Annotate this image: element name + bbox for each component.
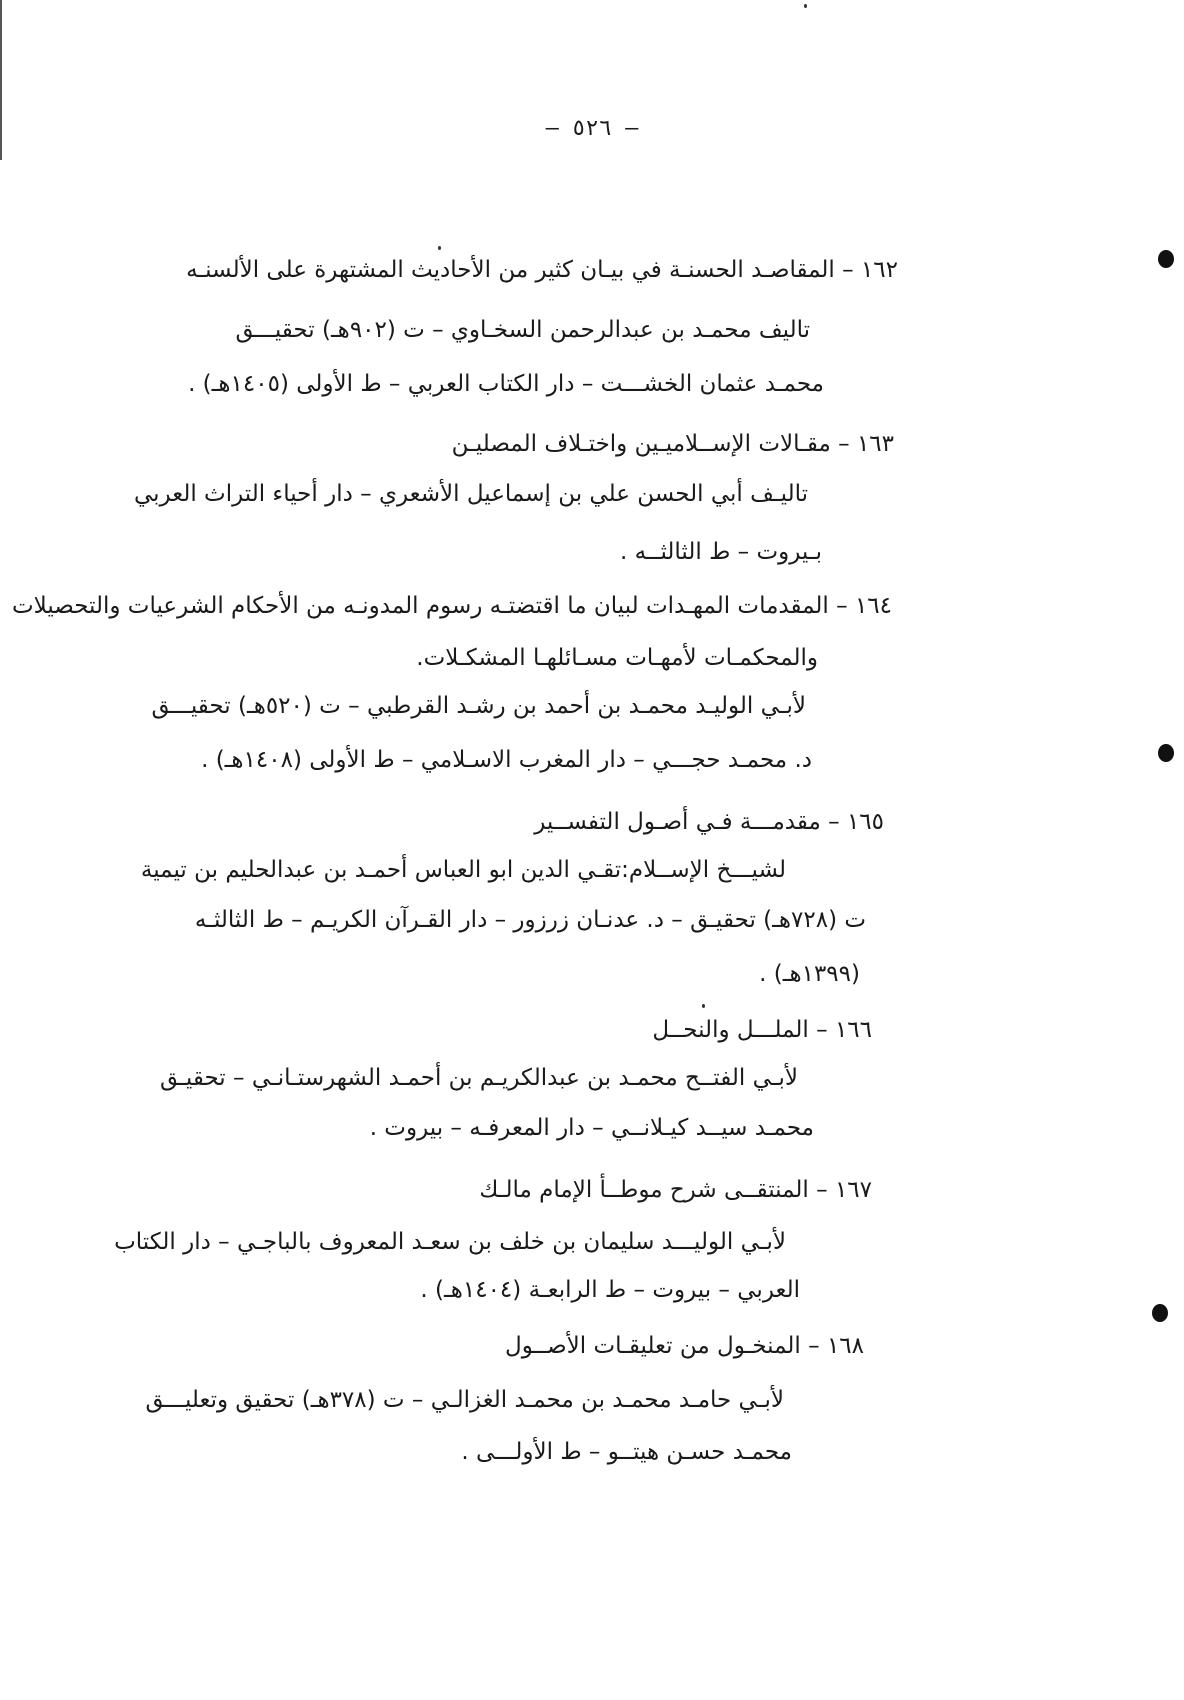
entry-164-author: لأبـي الوليـد محمـد بن أحمد بن رشـد القرطبي – ت (٥٢٠هـ) تحقيـــق: [151, 693, 806, 719]
entry-165-author: لشيـــخ الإســلام:تقـي الدين ابو العباس أحمـد بن عبدالحليم بن تيمية: [140, 857, 786, 883]
scan-speck: [438, 246, 441, 250]
entry-165-title: ١٦٥ – مقدمـــة فـي أصـول التفســير: [534, 809, 884, 835]
entry-167-publisher: العربي – بيروت – ط الرابعـة (١٤٠٤هـ) .: [420, 1277, 800, 1303]
scan-speck: [804, 4, 807, 8]
entry-162-title: ١٦٢ – المقاصـد الحسنـة في بيـان كثير من الأحاديث المشتهرة على الألسنـه: [186, 257, 898, 283]
scan-speck: [702, 1004, 705, 1008]
binding-hole-mark: [1158, 744, 1174, 762]
entry-163-title: ١٦٣ – مقـالات الإســلاميـين واختـلاف المصليـن: [451, 431, 894, 457]
binding-hole-mark: [1152, 1304, 1168, 1322]
entry-163-publisher: بـيروت – ط الثالثــه .: [620, 539, 822, 565]
entry-162-publisher: محمـد عثمان الخشـــت – دار الكتاب العربي – ط الأولى (١٤٠٥هـ) .: [188, 371, 824, 397]
page-number: – ٥٢٦ –: [545, 116, 639, 141]
binding-hole-mark: [1158, 250, 1174, 268]
entry-168-author: لأبـي حامـد محمـد بن محمـد الغزالـي – ت (٣٧٨هـ) تحقيق وتعليـــق: [145, 1387, 784, 1413]
entry-164-title: ١٦٤ – المقدمات المهـدات لبيان ما اقتضتـه رسوم المدونـه من الأحكام الشرعيات والتحصيلات: [11, 593, 892, 619]
entry-165-details: ت (٧٢٨هـ) تحقيـق – د. عدنـان زرزور – دار القـرآن الكريـم – ط الثالثـه: [194, 907, 866, 933]
entry-163-author: تاليـف أبي الحسن علي بن إسماعيل الأشعري – دار أحياء التراث العربي: [133, 481, 808, 507]
entry-168-publisher: محمـد حسـن هيتــو – ط الأولـــى .: [461, 1439, 792, 1465]
entry-164-publisher: د. محمـد حجـــي – دار المغرب الاسـلامي – ط الأولى (١٤٠٨هـ) .: [201, 747, 812, 773]
entry-166-author: لأبـي الفتــح محمـد بن عبدالكريـم بن أحمـد الشهرستـانـي – تحقيـق: [159, 1065, 798, 1091]
entry-167-author: لأبـي الوليـــد سليمان بن خلف بن سعـد المعروف بالباجـي – دار الكتاب: [114, 1229, 786, 1255]
entry-165-date: (١٣٩٩هـ) .: [759, 961, 860, 987]
entry-168-title: ١٦٨ – المنخـول من تعليقـات الأصــول: [505, 1333, 864, 1359]
entry-166-title: ١٦٦ – الملـــل والنحــل: [652, 1017, 872, 1043]
entry-164-title-cont: والمحكمـات لأمهـات مسـائلهـا المشكـلات.: [416, 645, 818, 671]
entry-166-publisher: محمـد سيــد كيـلانــي – دار المعرفـه – بيروت .: [369, 1115, 814, 1141]
entry-167-title: ١٦٧ – المنتقــى شرح موطــأ الإمام مالـك: [479, 1177, 872, 1203]
entry-162-author: تاليف محمـد بن عبدالرحمن السخـاوي – ت (٩٠٢هـ) تحقيـــق: [235, 317, 810, 343]
